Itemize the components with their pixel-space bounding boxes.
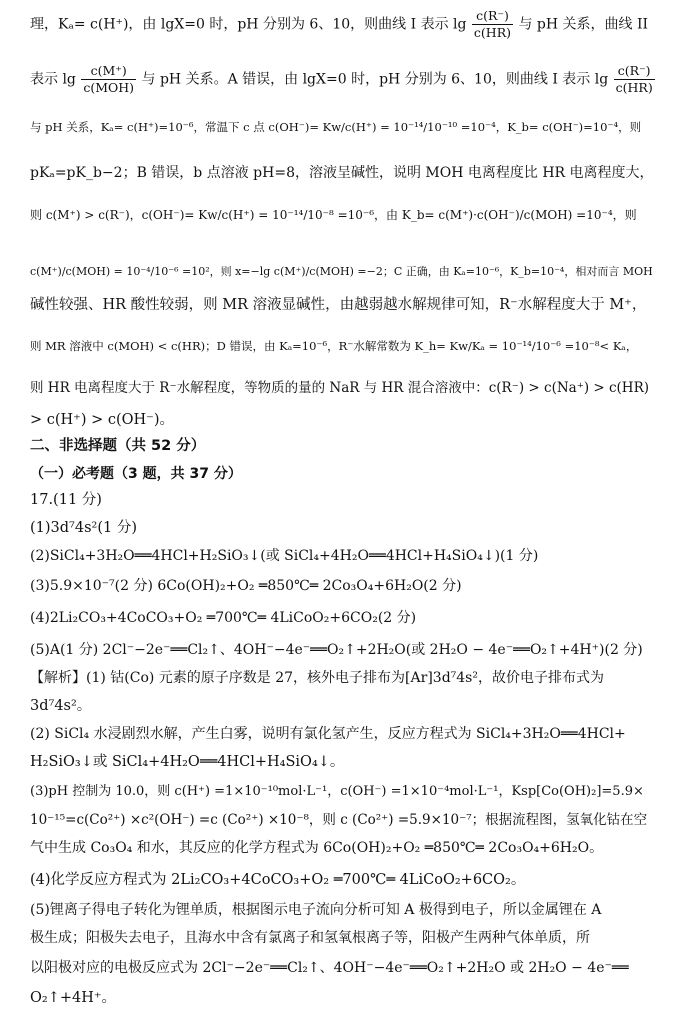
- fraction-numerator: c(M⁺): [81, 63, 136, 80]
- analysis-line-8: (4)化学反应方程式为 2Li₂CO₃+4CoCO₃+O₂ ═700℃═ 4LiCoO₂+6CO₂。: [30, 872, 526, 888]
- answer-5: (5)A(1 分) 2Cl⁻−2e⁻══Cl₂↑、4OH⁻−4e⁻══O₂↑+2H₂O(或 2H₂O − 4e⁻══O₂↑+4H⁺)(2 分): [30, 642, 643, 658]
- analysis-line-4: H₂SiO₃↓或 SiCl₄+4H₂O══4HCl+H₄SiO₄↓。: [30, 754, 345, 770]
- analysis-line-2: 3d⁷4s²。: [30, 698, 92, 714]
- analysis-line-12: O₂↑+4H⁺。: [30, 990, 117, 1006]
- line-text: 表示 lg: [30, 71, 81, 88]
- fraction-denominator: c(HR): [473, 25, 511, 40]
- text-line-10: > c(H⁺) > c(OH⁻)。: [30, 412, 174, 428]
- analysis-line-5: (3)pH 控制为 10.0，则 c(H⁺) =1×10⁻¹⁰mol·L⁻¹，c(OH⁻) =1×10⁻⁴mol·L⁻¹，Ksp[Co(OH)₂]=5.9×: [30, 784, 644, 799]
- text-line-5: 则 c(M⁺) > c(R⁻)，c(OH⁻)= Kw/c(H⁺) = 10⁻¹⁴/10⁻⁸ =10⁻⁶，由 K_b= c(M⁺)·c(OH⁻)/c(MOH) =10⁻⁴，则: [30, 208, 637, 222]
- text-line-6: c(M⁺)/c(MOH) = 10⁻⁴/10⁻⁶ =10²，则 x=−lg c(M⁺)/c(MOH) =−2；C 正确，由 Kₐ=10⁻⁶，K_b=10⁻⁴，相对而言 MOH: [30, 265, 653, 278]
- fraction-denominator: c(MOH): [83, 80, 135, 95]
- analysis-line-3: (2) SiCl₄ 水浸剧烈水解，产生白雾，说明有氯化氢产生，反应方程式为 SiCl₄+3H₂O══4HCl+: [30, 726, 626, 742]
- fraction-cM-cMOH: [81, 63, 136, 96]
- answer-2: (2)SiCl₄+3H₂O══4HCl+H₂SiO₃↓(或 SiCl₄+4H₂O══4HCl+H₄SiO₄↓)(1 分): [30, 548, 539, 564]
- text-line-2: [30, 63, 657, 96]
- analysis-line-10: 极生成；阳极失去电子，且海水中含有氯离子和氢氧根离子等，阳极产生两种气体单质，所: [30, 930, 590, 946]
- fraction-denominator: c(HR): [615, 80, 653, 95]
- line-text: 与 pH 关系。A 错误，由 lgX=0 时，pH 分别为 6、10，则曲线 I 表示 lg: [137, 71, 613, 88]
- subsection-heading: （一）必考题（3 题，共 37 分）: [30, 466, 242, 482]
- answer-4: (4)2Li₂CO₃+4CoCO₃+O₂ ═700℃═ 4LiCoO₂+6CO₂(2 分): [30, 610, 417, 626]
- text-line-4: pKₐ=pK_b−2；B 错误，b 点溶液 pH=8，溶液呈碱性，说明 MOH 电离程度比 HR 电离程度大，: [30, 165, 654, 181]
- analysis-line-7: 气中生成 Co₃O₄ 和水，其反应的化学方程式为 6Co(OH)₂+O₂ ═850℃═ 2Co₃O₄+6H₂O。: [30, 840, 604, 856]
- answer-3: (3)5.9×10⁻⁷(2 分) 6Co(OH)₂+O₂ ═850℃═ 2Co₃O₄+6H₂O(2 分): [30, 578, 462, 594]
- answer-1: (1)3d⁷4s²(1 分): [30, 520, 137, 536]
- text-line-7: 碱性较强、HR 酸性较弱，则 MR 溶液显碱性，由越弱越水解规律可知，R⁻水解程度大于 M⁺，: [30, 297, 647, 313]
- question-number: 17.(11 分): [30, 492, 102, 508]
- text-line-9: 则 HR 电离程度大于 R⁻水解程度，等物质的量的 NaR 与 HR 混合溶液中：c(R⁻) > c(Na⁺) > c(HR): [30, 380, 650, 396]
- section-heading: 二、非选择题（共 52 分）: [30, 438, 206, 454]
- fraction-cR-cHR: [472, 8, 513, 41]
- text-line-1: [30, 8, 657, 41]
- line-text: 理，Kₐ= c(H⁺)，由 lgX=0 时，pH 分别为 6、10，则曲线 I 表示 lg: [30, 16, 471, 33]
- fraction-cR-cHR-2: [614, 63, 655, 96]
- fraction-numerator: c(R⁻): [472, 8, 513, 25]
- text-line-8: 则 MR 溶液中 c(MOH) < c(HR)；D 错误，由 Kₐ=10⁻⁶，R⁻水解常数为 K_h= Kw/Kₐ = 10⁻¹⁴/10⁻⁶ =10⁻⁸< Kₐ，: [30, 339, 638, 353]
- analysis-line-11: 以阳极对应的电极反应式为 2Cl⁻−2e⁻══Cl₂↑、4OH⁻−4e⁻══O₂↑+2H₂O 或 2H₂O − 4e⁻══: [30, 960, 629, 976]
- fraction-numerator: c(R⁻): [614, 63, 655, 80]
- analysis-line-6: 10⁻¹⁵=c(Co²⁺) ×c²(OH⁻) =c (Co²⁺) ×10⁻⁸，则 c (Co²⁺) =5.9×10⁻⁷；根据流程图，氢氧化钴在空: [30, 812, 648, 828]
- line-text: 与 pH 关系，曲线 II: [514, 16, 649, 33]
- analysis-line-1: 【解析】(1) 钴(Co) 元素的原子序数是 27，核外电子排布为[Ar]3d⁷4s²，故价电子排布式为: [30, 670, 604, 686]
- analysis-line-9: (5)锂离子得电子转化为锂单质，根据图示电子流向分析可知 A 极得到电子，所以金属锂在 A: [30, 902, 602, 918]
- text-line-3: 与 pH 关系，Kₐ= c(H⁺)=10⁻⁶，常温下 c 点 c(OH⁻)= Kw/c(H⁺) = 10⁻¹⁴/10⁻¹⁰ =10⁻⁴，K_b= c(OH⁻)=10⁻⁴，则: [30, 120, 642, 134]
